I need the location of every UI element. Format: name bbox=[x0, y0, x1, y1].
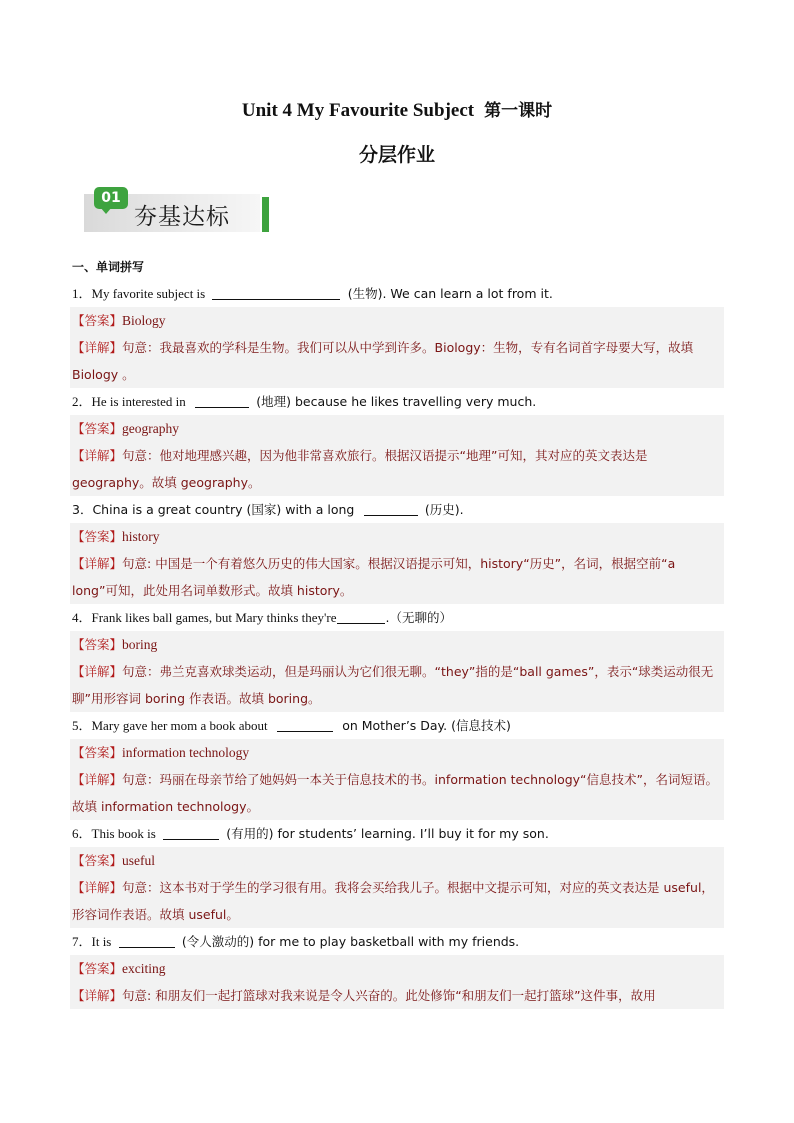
answer-tag: 【答案】 bbox=[72, 961, 123, 976]
banner-accent-bar bbox=[262, 197, 269, 232]
question-text-after: on Mother’s Day. (信息技术) bbox=[342, 718, 511, 733]
question-text: 1．My favorite subject is bbox=[72, 286, 206, 301]
answer-value: history bbox=[122, 529, 160, 544]
title-lesson: 第一课时 bbox=[484, 101, 553, 121]
answer-blank bbox=[163, 825, 219, 840]
question-text-after: (地理) because he likes travelling very much. bbox=[256, 394, 537, 409]
question-item bbox=[70, 280, 724, 388]
answer-row bbox=[70, 307, 724, 334]
question-text: 2．He is interested in bbox=[72, 394, 186, 409]
question-line bbox=[70, 496, 724, 523]
explanation-text: 句意：他对地理感兴趣，因为他非常喜欢旅行。根据汉语提示“地理”可知，其对应的英文表达是 geography。故填 geography。 bbox=[72, 448, 648, 490]
answer-row bbox=[70, 415, 724, 442]
explanation-row bbox=[70, 982, 724, 1009]
question-line bbox=[70, 820, 724, 847]
answer-blank bbox=[119, 933, 175, 948]
answer-row bbox=[70, 955, 724, 982]
explanation-text: 句意：这本书对于学生的学习很有用。我将会买给我儿子。根据中文提示可知，对应的英文表达是 useful，形容词作表语。故填 useful。 bbox=[72, 880, 714, 922]
explanation-tag: 【详解】 bbox=[72, 448, 123, 463]
question-item bbox=[70, 388, 724, 496]
question-text-after: (有用的) for students’ learning. I’ll buy it for my son. bbox=[226, 826, 549, 841]
explanation-text: 句意：我最喜欢的学科是生物。我们可以从中学到许多。Biology：生物，专有名词首字母要大写，故填 Biology 。 bbox=[72, 340, 694, 382]
question-text-after: (历史). bbox=[424, 502, 464, 517]
answer-value: exciting bbox=[122, 961, 166, 976]
question-line bbox=[70, 712, 724, 739]
question-item bbox=[70, 928, 724, 1009]
explanation-text: 句意: 中国是一个有着悠久历史的伟大国家。根据汉语提示可知，history“历史”，名词，根据空前“a long”可知，此处用名词单数形式。故填 history。 bbox=[72, 556, 676, 598]
explanation-tag: 【详解】 bbox=[72, 988, 123, 1003]
question-line bbox=[70, 280, 724, 307]
explanation-text: 句意: 和朋友们一起打篮球对我来说是令人兴奋的。此处修饰“和朋友们一起打篮球”这件事，故用 bbox=[122, 988, 656, 1003]
answer-value: information technology bbox=[122, 745, 250, 760]
question-item bbox=[70, 604, 724, 712]
explanation-text: 句意：弗兰克喜欢球类运动，但是玛丽认为它们很无聊。“they”指的是“ball games”，表示“球类运动很无聊”用形容词 boring 作表语。故填 boring。 bbox=[72, 664, 714, 706]
answer-row bbox=[70, 847, 724, 874]
answer-row bbox=[70, 739, 724, 766]
banner-label: 夯基达标 bbox=[134, 204, 230, 230]
answer-blank bbox=[337, 609, 385, 624]
explanation-row bbox=[70, 442, 724, 496]
question-line bbox=[70, 388, 724, 415]
page-subtitle: 分层作业 bbox=[358, 144, 435, 166]
answer-blank bbox=[277, 717, 333, 732]
speech-bubble-tail-icon bbox=[100, 207, 112, 214]
answer-tag: 【答案】 bbox=[72, 313, 123, 328]
question-list bbox=[70, 280, 724, 1009]
explanation-text: 句意：玛丽在母亲节给了她妈妈一本关于信息技术的书。information technology“信息技术”，名词短语。故填 information technology。 bbox=[72, 772, 718, 814]
title-english: Unit 4 My Favourite Subject bbox=[241, 100, 475, 121]
answer-value: useful bbox=[122, 853, 156, 868]
answer-value: boring bbox=[122, 637, 158, 652]
answer-tag: 【答案】 bbox=[72, 745, 123, 760]
answer-tag: 【答案】 bbox=[72, 853, 123, 868]
banner-number-badge: 01 bbox=[94, 187, 128, 209]
answer-value: Biology bbox=[122, 313, 166, 328]
section-heading: 一、单词拼写 bbox=[72, 260, 145, 274]
question-text: 5．Mary gave her mom a book about bbox=[72, 718, 268, 733]
answer-blank bbox=[195, 393, 249, 408]
question-text-after: (生物). We can learn a lot from it. bbox=[347, 286, 553, 301]
question-text: 4．Frank likes ball games, but Mary thinks they're bbox=[72, 610, 337, 625]
explanation-row bbox=[70, 874, 724, 928]
explanation-row bbox=[70, 658, 724, 712]
explanation-tag: 【详解】 bbox=[72, 556, 123, 571]
question-line bbox=[70, 928, 724, 955]
answer-tag: 【答案】 bbox=[72, 529, 123, 544]
answer-tag: 【答案】 bbox=[72, 637, 123, 652]
question-line bbox=[70, 604, 724, 631]
explanation-tag: 【详解】 bbox=[72, 772, 123, 787]
question-text-after: (令人激动的) for me to play basketball with my friends. bbox=[181, 934, 520, 949]
answer-row bbox=[70, 631, 724, 658]
answer-row bbox=[70, 523, 724, 550]
question-text: 6．This book is bbox=[72, 826, 156, 841]
question-text: 3．China is a great country (国家) with a long bbox=[72, 502, 355, 517]
question-text: 7．It is bbox=[72, 934, 112, 949]
explanation-tag: 【详解】 bbox=[72, 664, 123, 679]
explanation-tag: 【详解】 bbox=[72, 340, 123, 355]
answer-blank bbox=[364, 501, 418, 516]
answer-tag: 【答案】 bbox=[72, 421, 123, 436]
explanation-row bbox=[70, 334, 724, 388]
answer-blank bbox=[212, 285, 340, 300]
question-item bbox=[70, 496, 724, 604]
explanation-row bbox=[70, 550, 724, 604]
page-title bbox=[0, 96, 794, 122]
section-banner bbox=[84, 187, 270, 234]
question-item bbox=[70, 820, 724, 928]
question-item bbox=[70, 712, 724, 820]
question-text-after: .（无聊的） bbox=[385, 610, 452, 625]
explanation-tag: 【详解】 bbox=[72, 880, 123, 895]
answer-value: geography bbox=[122, 421, 179, 436]
explanation-row bbox=[70, 766, 724, 820]
